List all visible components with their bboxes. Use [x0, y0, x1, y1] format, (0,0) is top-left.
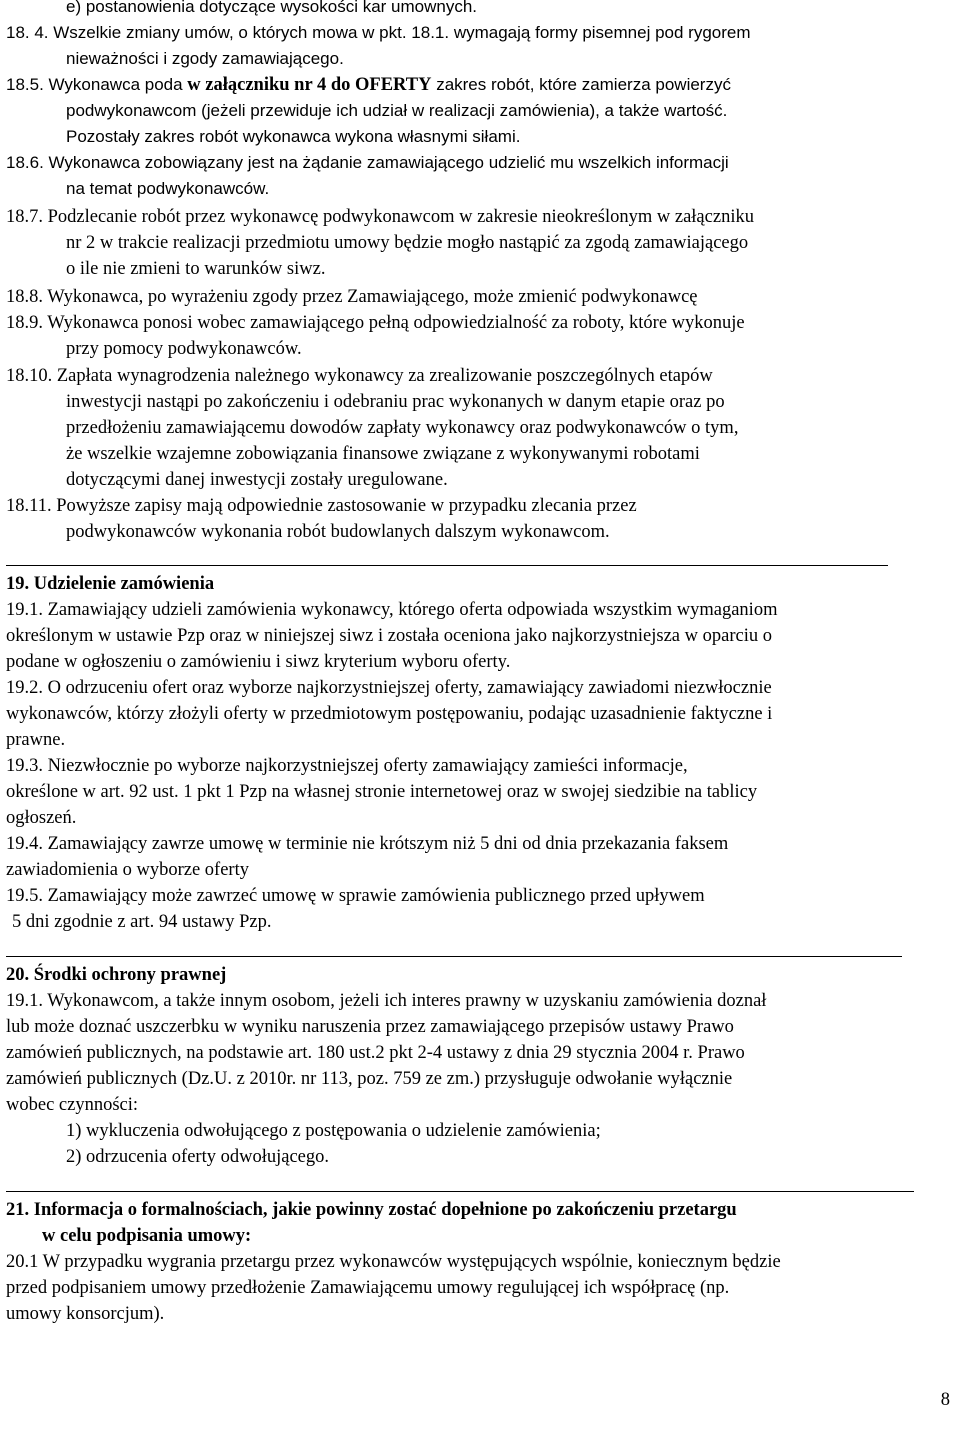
- text-line: nr 2 w trakcie realizacji przedmiotu umowy będzie mogło nastąpić za zgodą zamawiającego: [66, 233, 749, 253]
- text-line: 18.7. Podzlecanie robót przez wykonawcę podwykonawcom w zakresie nieokreślonym w załączniku: [6, 207, 754, 227]
- text-line: że wszelkie wzajemne zobowiązania finansowe związane z wykonywanymi robotami: [66, 444, 700, 464]
- text-line: Pozostały zakres robót wykonawca wykona własnymi siłami.: [66, 127, 521, 146]
- bold-segment: w załączniku nr 4 do OFERTY: [187, 75, 432, 95]
- text-line: inwestycji nastąpi po zakończeniu i odebraniu prac wykonanych w danym etapie oraz po: [66, 392, 725, 412]
- text-line: 5 dni zgodnie z art. 94 ustawy Pzp.: [12, 912, 272, 932]
- text-line: 18.9. Wykonawca ponosi wobec zamawiającego pełną odpowiedzialność za roboty, które wykonuje: [6, 313, 745, 333]
- text-line: określonym w ustawie Pzp oraz w niniejszej siwz i została oceniona jako najkorzystniejsza w oparciu o: [6, 626, 772, 646]
- list-item: 1) wykluczenia odwołującego z postępowania o udzielenie zamówienia;: [66, 1121, 601, 1141]
- text-line: [6, 72, 731, 98]
- text-line: 19.4. Zamawiający zawrze umowę w terminie nie krótszym niż 5 dni od dnia przekazania faksem: [6, 834, 729, 854]
- text-line: wykonawców, którzy złożyli oferty w przedmiotowym postępowaniu, podając uzasadnienie faktyczne i: [6, 704, 773, 724]
- section-heading: 21. Informacja o formalnościach, jakie powinny zostać dopełnione po zakończeniu przetargu: [6, 1200, 737, 1220]
- text-line: 18.11. Powyższe zapisy mają odpowiednie zastosowanie w przypadku zlecania przez: [6, 496, 637, 516]
- text-line: prawne.: [6, 730, 66, 750]
- text-line: 18.10. Zapłata wynagrodzenia należnego wykonawcy za zrealizowanie poszczególnych etapów: [6, 366, 713, 386]
- section-heading: 19. Udzielenie zamówienia: [6, 574, 215, 594]
- text-line: określone w art. 92 ust. 1 pkt 1 Pzp na własnej stronie internetowej oraz w swojej siedzibie na tablicy: [6, 782, 758, 802]
- text-line: 19.3. Niezwłocznie po wyborze najkorzystniejszej oferty zamawiający zamieści informacje,: [6, 756, 688, 776]
- page-number: 8: [940, 1390, 950, 1410]
- section-divider: [6, 565, 888, 566]
- text-line: podane w ogłoszeniu o zamówieniu i siwz kryterium wyboru oferty.: [6, 652, 511, 672]
- text-line: zamówień publicznych, na podstawie art. 180 ust.2 pkt 2-4 ustawy z dnia 29 stycznia 2004 r. Prawo: [6, 1043, 745, 1063]
- text-line: 18.8. Wykonawca, po wyrażeniu zgody przez Zamawiającego, może zmienić podwykonawcę: [6, 287, 698, 307]
- text-line: podwykonawcom (jeżeli przewiduje ich udział w realizacji zamówienia), a także wartość.: [66, 101, 728, 120]
- text-line: wobec czynności:: [6, 1095, 139, 1115]
- text-line: podwykonawców wykonania robót budowlanych dalszym wykonawcom.: [66, 522, 610, 542]
- text-line: 19.1. Wykonawcom, a także innym osobom, jeżeli ich interes prawny w uzyskaniu zamówienia doznał: [6, 991, 767, 1011]
- text-line: o ile nie zmieni to warunków siwz.: [66, 259, 326, 279]
- text-line: lub może doznać uszczerbku w wyniku naruszenia przez zamawiającego przepisów ustawy Prawo: [6, 1017, 734, 1037]
- text-line: przy pomocy podwykonawców.: [66, 339, 302, 359]
- text-line: 18. 4. Wszelkie zmiany umów, o których mowa w pkt. 18.1. wymagają formy pisemnej pod rygorem: [6, 23, 751, 42]
- text-line: zamówień publicznych (Dz.U. z 2010r. nr 113, poz. 759 ze zm.) przysługuje odwołanie wyłącznie: [6, 1069, 733, 1089]
- text-line: 18.6. Wykonawca zobowiązany jest na żądanie zamawiającego udzielić mu wszelkich informacji: [6, 153, 729, 172]
- text-line: na temat podwykonawców.: [66, 179, 270, 198]
- text-line: 19.5. Zamawiający może zawrzeć umowę w sprawie zamówienia publicznego przed upływem: [6, 886, 705, 906]
- text-line: przedłożeniu zamawiającemu dowodów zapłaty wykonawcy oraz podwykonawców o tym,: [66, 418, 739, 438]
- text-line: 19.2. O odrzuceniu ofert oraz wyborze najkorzystniejszej oferty, zamawiający zawiadomi niezwłocznie: [6, 678, 772, 698]
- text-line: ogłoszeń.: [6, 808, 77, 828]
- text-line: e) postanowienia dotyczące wysokości kar umownych.: [66, 0, 478, 16]
- text-line: nieważności i zgody zamawiającego.: [66, 49, 344, 68]
- text-line: przed podpisaniem umowy przedłożenie Zamawiającemu umowy regulującej ich współpracę (np.: [6, 1278, 730, 1298]
- section-heading: w celu podpisania umowy:: [42, 1226, 252, 1246]
- text-line: 19.1. Zamawiający udzieli zamówienia wykonawcy, którego oferta odpowiada wszystkim wymaganiom: [6, 600, 778, 620]
- text-line: umowy konsorcjum).: [6, 1304, 165, 1324]
- section-heading: 20. Środki ochrony prawnej: [6, 965, 227, 985]
- text-line: 20.1 W przypadku wygrania przetargu przez wykonawców występujących wspólnie, koniecznym będzie: [6, 1252, 781, 1272]
- text-segment: zakres robót, które zamierza powierzyć: [431, 75, 731, 94]
- section-divider: [6, 956, 902, 957]
- text-segment: 18.5. Wykonawca poda: [6, 75, 188, 94]
- section-divider: [6, 1191, 914, 1192]
- text-line: zawiadomienia o wyborze oferty: [6, 860, 249, 880]
- list-item: 2) odrzucenia oferty odwołującego.: [66, 1147, 330, 1167]
- text-line: dotyczącymi danej inwestycji zostały uregulowane.: [66, 470, 448, 490]
